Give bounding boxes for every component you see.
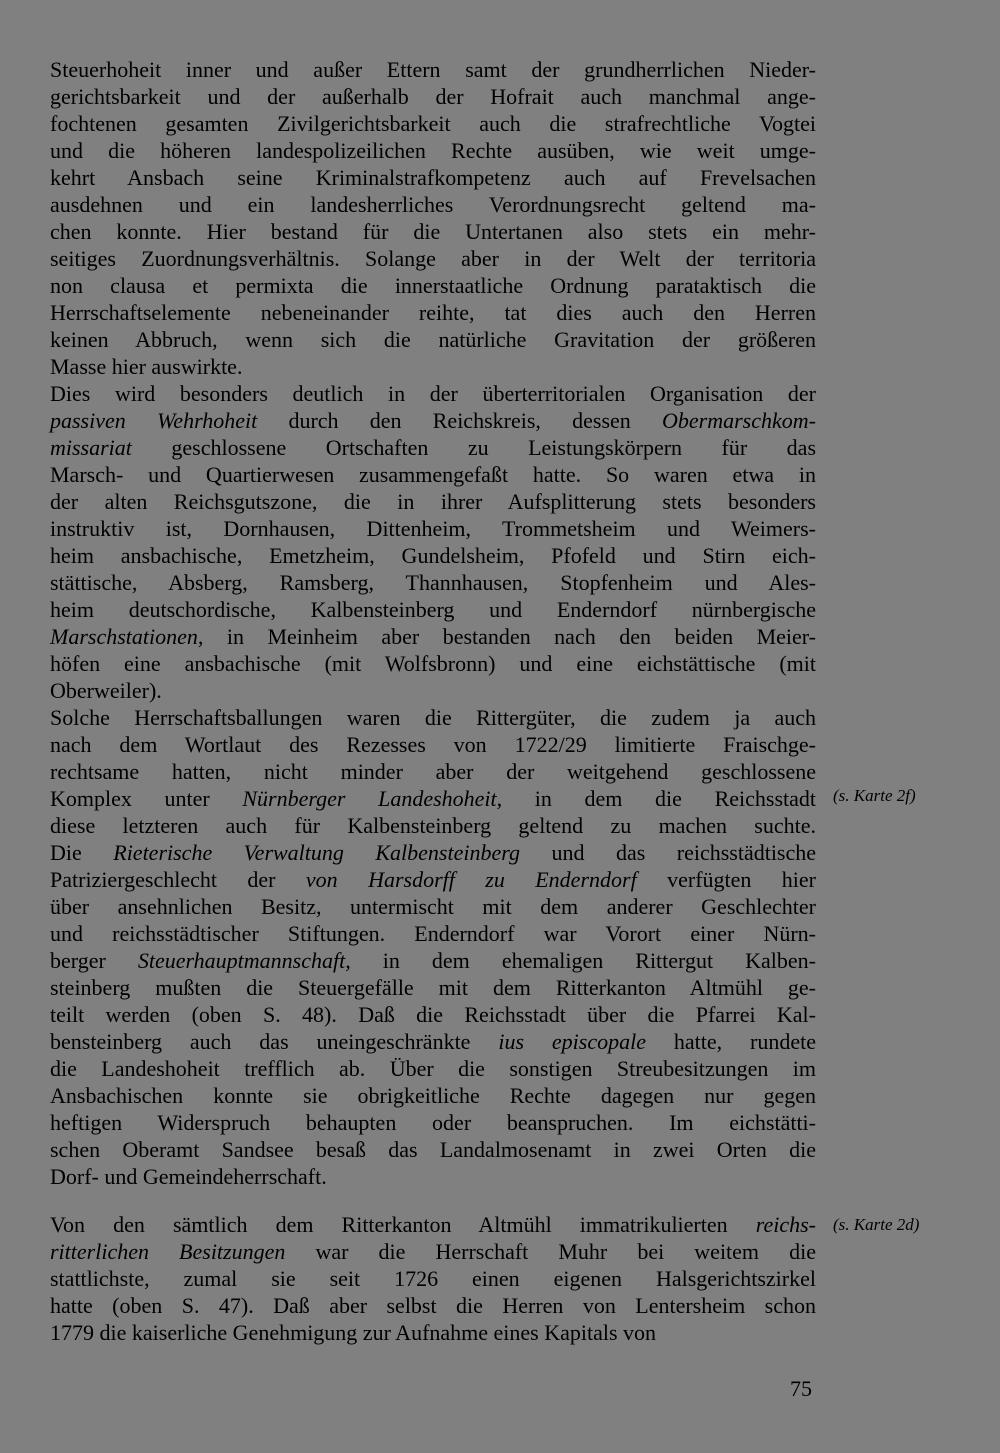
text-line (50, 246, 816, 272)
text-line (50, 840, 816, 866)
text-line (50, 705, 816, 731)
text-run: Patriziergeschlecht der (50, 867, 306, 892)
text-line (50, 1293, 816, 1319)
text-line (50, 1266, 816, 1292)
text-run: über ansehnlichen Besitz, untermischt mit dem anderer Geschlechter (50, 894, 816, 919)
emphasized-term: Rieterische Verwaltung Kalbensteinberg (113, 840, 520, 865)
text-line (50, 84, 816, 110)
text-run: geschlossene Ortschaften zu Leistungskörpern für das (131, 435, 816, 460)
text-line (50, 516, 816, 542)
text-run: heftigen Widerspruch behaupten oder beanspruchen. Im eichstätti- (50, 1110, 816, 1135)
margin-note-karte-2d: (s. Karte 2d) (833, 1215, 920, 1234)
text-line (50, 1212, 816, 1238)
text-run: Masse hier auswirkte. (50, 354, 243, 379)
text-run: war die Herrschaft Muhr bei weitem die (285, 1239, 816, 1264)
text-run: höfen eine ansbachische (mit Wolfsbronn) und eine eichstättische (mit (50, 651, 816, 676)
text-run: chen konnte. Hier bestand für die Untertanen also stets ein mehr- (50, 219, 816, 244)
text-run: Komplex unter (50, 786, 243, 811)
emphasized-term: von Harsdorff zu Enderndorf (305, 867, 637, 892)
text-run: rechtsame hatten, nicht minder aber der weitgehend geschlossene (50, 759, 816, 784)
text-run: ausdehnen und ein landesherrliches Verordnungsrecht geltend ma- (50, 192, 816, 217)
emphasized-term: ius episcopale (498, 1029, 646, 1054)
text-run: Dorf- und Gemeindeherrschaft. (50, 1164, 327, 1189)
text-line (50, 759, 816, 785)
text-line (50, 165, 816, 191)
text-line (50, 732, 816, 758)
text-line (50, 867, 816, 893)
text-run: berger (50, 948, 138, 973)
text-line (50, 894, 816, 920)
text-line (50, 651, 816, 677)
text-run: kehrt Ansbach seine Kriminalstrafkompetenz auch auf Frevelsachen (50, 165, 816, 190)
text-run: non clausa et permixta die innerstaatliche Ordnung parataktisch die (50, 273, 816, 298)
text-line (50, 327, 816, 353)
text-line (50, 786, 816, 812)
text-run: Die (50, 840, 114, 865)
text-line (50, 948, 816, 974)
text-run: teilt werden (oben S. 48). Daß die Reichsstadt über die Pfarrei Kal- (50, 1002, 816, 1027)
text-line (50, 813, 816, 839)
emphasized-term: missariat (50, 435, 132, 460)
text-run: Herrschaftselemente nebeneinander reihte, tat dies auch den Herren (50, 300, 816, 325)
text-run: stättische, Absberg, Ramsberg, Thannhausen, Stopfenheim und Ales- (50, 570, 816, 595)
text-line (50, 273, 816, 299)
text-run: nach dem Wortlaut des Rezesses von 1722/29 limitierte Fraischge- (50, 732, 816, 757)
text-line (50, 381, 816, 407)
text-line (50, 624, 816, 650)
text-run: Solche Herrschaftsballungen waren die Rittergüter, die zudem ja auch (50, 705, 816, 730)
text-run: in Meinheim aber bestanden nach den beiden Meier- (203, 624, 816, 649)
text-line (50, 1002, 816, 1028)
text-line (50, 408, 816, 434)
text-run: und die höheren landespolizeilichen Rechte ausüben, wie weit umge- (50, 138, 816, 163)
text-run: hatte, rundete (645, 1029, 816, 1054)
text-run: schen Oberamt Sandsee besaß das Landalmosenamt in zwei Orten die (50, 1137, 816, 1162)
text-line (50, 678, 816, 704)
text-run: der alten Reichsgutszone, die in ihrer Aufsplitterung stets besonders (50, 489, 816, 514)
text-line (50, 1164, 816, 1190)
text-run: heim ansbachische, Emetzheim, Gundelsheim, Pfofeld und Stirn eich- (50, 543, 816, 568)
page-number: 75 (790, 1376, 812, 1401)
text-run: bensteinberg auch das uneingeschränkte (50, 1029, 499, 1054)
text-line (50, 543, 816, 569)
text-line (50, 1029, 816, 1055)
text-line (50, 921, 816, 947)
text-run: Oberweiler). (50, 678, 162, 703)
text-run: steinberg mußten die Steuergefälle mit dem Ritterkanton Altmühl ge- (50, 975, 816, 1000)
text-run: Ansbachischen konnte sie obrigkeitliche Rechte dagegen nur gegen (50, 1083, 816, 1108)
text-line (50, 300, 816, 326)
text-run: und reichsstädtischer Stiftungen. Enderndorf war Vorort einer Nürn- (50, 921, 816, 946)
text-line (50, 111, 816, 137)
text-line (50, 462, 816, 488)
emphasized-term: ritterlichen Besitzungen (50, 1239, 286, 1264)
emphasized-term: passiven Wehrhoheit (50, 408, 258, 433)
text-run: fochtenen gesamten Zivilgerichtsbarkeit auch die strafrechtliche Vogtei (50, 111, 816, 136)
text-line (50, 57, 816, 83)
text-run: heim deutschordische, Kalbensteinberg und Enderndorf nürnbergische (50, 597, 816, 622)
text-run: in dem die Reichsstadt (502, 786, 816, 811)
text-line (50, 570, 816, 596)
emphasized-term: Steuerhauptmannschaft, (137, 948, 351, 973)
text-line (50, 1056, 816, 1082)
text-line (50, 489, 816, 515)
text-line (50, 435, 816, 461)
text-run: und das reichsstädtische (520, 840, 817, 865)
text-run: gerichtsbarkeit und der außerhalb der Hofrait auch manchmal ange- (50, 84, 816, 109)
text-run: seitiges Zuordnungsverhältnis. Solange aber in der Welt der territoria (50, 246, 816, 271)
text-run: Von den sämtlich dem Ritterkanton Altmühl immatrikulierten (50, 1212, 756, 1237)
text-run: die Landeshoheit trefflich ab. Über die sonstigen Streubesitzungen im (50, 1056, 816, 1081)
text-line (50, 354, 816, 380)
emphasized-term: Obermarschkom- (662, 408, 816, 433)
text-run: keinen Abbruch, wenn sich die natürliche Gravitation der größeren (50, 327, 816, 352)
emphasized-term: Marschstationen, (50, 624, 204, 649)
text-line (50, 1137, 816, 1163)
text-line (50, 1320, 816, 1346)
text-run: Steuerhoheit inner und außer Ettern samt der grundherrlichen Nieder- (50, 57, 816, 82)
text-line (50, 1239, 816, 1265)
text-line (50, 192, 816, 218)
text-run: 1779 die kaiserliche Genehmigung zur Aufnahme eines Kapitals von (50, 1320, 657, 1345)
text-run: hatte (oben S. 47). Daß aber selbst die Herren von Lentersheim schon (50, 1293, 816, 1318)
text-run: stattlichste, zumal sie seit 1726 einen eigenen Halsgerichtszirkel (50, 1266, 816, 1291)
emphasized-term: Nürnberger Landeshoheit, (242, 786, 503, 811)
margin-note-karte-2f: (s. Karte 2f) (833, 786, 916, 805)
text-line (50, 975, 816, 1001)
emphasized-term: reichs- (755, 1212, 816, 1237)
text-run: Marsch- und Quartierwesen zusammengefaßt hatte. So waren etwa in (50, 462, 816, 487)
text-line (50, 138, 816, 164)
text-run: in dem ehemaligen Rittergut Kalben- (350, 948, 816, 973)
text-run: verfügten hier (636, 867, 817, 892)
text-line (50, 219, 816, 245)
text-line (50, 597, 816, 623)
text-run: Dies wird besonders deutlich in der überterritorialen Organisation der (50, 381, 816, 406)
text-run: instruktiv ist, Dornhausen, Dittenheim, Trommetsheim und Weimers- (50, 516, 816, 541)
text-run: diese letzteren auch für Kalbensteinberg geltend zu machen suchte. (50, 813, 816, 838)
text-line (50, 1083, 816, 1109)
text-run: durch den Reichskreis, dessen (257, 408, 663, 433)
text-line (50, 1110, 816, 1136)
